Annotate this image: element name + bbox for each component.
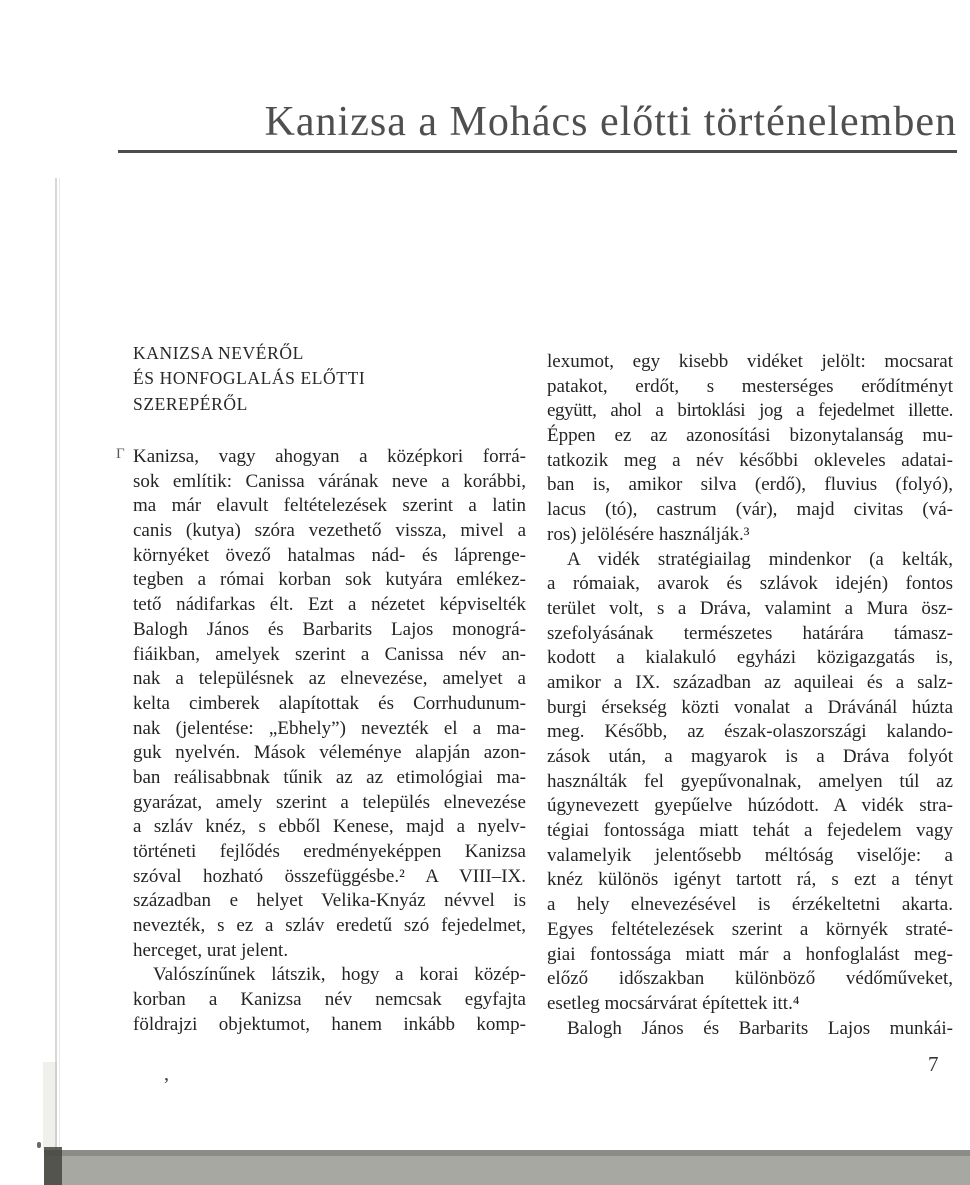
page-edge-line: [55, 178, 57, 1150]
text-line: meg. Később, az észak-olaszországi kalando-: [547, 721, 953, 743]
text-line: guk nyelvén. Mások véleménye alapján azon-: [133, 742, 526, 764]
text-line: Balogh János és Barbarits Lajos monográ-: [133, 618, 526, 640]
text-line: nak a településnek az elnevezése, amelyet a: [133, 668, 526, 690]
page-title: Kanizsa a Mohács előtti történelemben: [264, 99, 957, 145]
text-line: gyarázat, amely szerint a település elnevezése: [133, 791, 526, 813]
text-line: Valószínűnek látszik, hogy a korai közép-: [153, 964, 526, 986]
text-line: együtt, ahol a birtoklási jog a fejedelmet illette.: [547, 400, 953, 422]
title-underline-rule: [118, 150, 957, 153]
text-line: történeti fejlődés eredményeképpen Kanizsa: [133, 841, 526, 862]
page-edge-strip: [43, 1062, 57, 1150]
bottom-scan-bar-blotch: [44, 1147, 62, 1185]
text-column-right: [547, 350, 953, 1041]
page-number: 7: [928, 1052, 939, 1076]
text-line: tatkozik meg a név későbbi okleveles adatai-: [547, 449, 953, 471]
text-line: környéket övező hatalmas nád- és láprenge-: [133, 544, 526, 566]
stray-apostrophe-mark: ’: [163, 1074, 170, 1096]
text-line: Éppen ez az azonosítási bizonytalanság mu-: [547, 425, 953, 447]
text-line: tégiai fontossága miatt tehát a fejedelem vagy: [547, 820, 953, 842]
text-line: ma már elavult feltételezések szerint a latin: [133, 495, 526, 517]
text-line: szefolyásának természetes határára támasz-: [547, 622, 953, 644]
text-line: lexumot, egy kisebb vidéket jelölt: mocsarat: [547, 351, 953, 372]
text-line: Kanizsa, vagy ahogyan a középkori forrá-: [133, 446, 526, 467]
text-line: patakot, erdőt, s mesterséges erődítményt: [547, 375, 953, 397]
text-line: esetleg mocsárvárat építettek itt.⁴: [547, 992, 800, 1014]
text-line: lacus (tó), castrum (vár), majd civitas (vá-: [547, 499, 953, 521]
section-heading-line: SZEREPÉRŐL: [133, 393, 248, 414]
marginal-editor-mark: Γ: [116, 446, 125, 462]
text-line: terület volt, s a Dráva, valamint a Mura ösz-: [547, 597, 953, 619]
text-column-left: [133, 445, 526, 1038]
text-line: szóval hozható összefüggésbe.² A VIII–IX.: [133, 865, 526, 887]
text-line: herceget, urat jelent.: [133, 939, 289, 961]
text-line: kodott a kialakuló egyházi közigazgatás is,: [547, 647, 953, 669]
paragraph: [547, 350, 953, 548]
text-line: korban a Kanizsa név nemcsak egyfajta: [133, 989, 526, 1011]
text-line: használták fel gyepűvonalnak, amelyen túl az: [547, 770, 953, 792]
text-line: Balogh János és Barbarits Lajos munkái-: [567, 1017, 953, 1039]
page-edge-line-faint: [59, 178, 60, 1150]
text-line: amikor a IX. században az aquileai és a salz-: [547, 671, 953, 693]
section-heading-line: KANIZSA NEVÉRŐL: [133, 343, 304, 363]
text-line: canis (kutya) szóra vezethető vissza, mivel a: [133, 520, 526, 542]
text-line: A vidék stratégiailag mindenkor (a kelták,: [567, 548, 953, 570]
paragraph: [547, 1017, 953, 1042]
text-line: a hely elnevezésével is érzékeltetni akarta.: [547, 894, 953, 916]
text-line: tető nádifarkas élt. Ezt a nézetet képviselték: [133, 594, 526, 616]
text-line: nak (jelentése: „Ebhely”) nevezték el a ma-: [133, 717, 526, 739]
text-line: században e helyet Velika-Knyáz névvel is: [133, 890, 526, 912]
text-line: burgi érsekség közti vonalat a Drávánál húzta: [547, 696, 953, 718]
text-line: knéz különös igényt tartott rá, s ezt a tényt: [547, 869, 953, 891]
text-line: úgynevezett gyepűelve húzódott. A vidék stra-: [547, 795, 953, 817]
text-line: előző időszakban különböző védőműveket,: [547, 968, 953, 990]
paragraph: [547, 548, 953, 1017]
text-line: tegben a római korban sok kutyára emlékez-: [133, 569, 526, 591]
paragraph: [133, 963, 526, 1037]
text-line: valamelyik jelentősebb méltóság viselője: a: [547, 844, 953, 866]
text-line: fiáikban, amelyek szerint a Canissa név an-: [133, 643, 526, 665]
text-line: a szláv knéz, s ebből Kenese, majd a nyelv-: [133, 816, 526, 838]
text-line: ros) jelölésére használják.³: [547, 523, 750, 545]
text-line: kelta cimberek alapítottak és Corrhudunum-: [133, 692, 526, 714]
text-line: Egyes feltételezések szerint a környék straté-: [547, 918, 953, 940]
text-line: a rómaiak, avarok és szlávok idején) fontos: [547, 573, 953, 595]
scan-speck: [37, 1142, 41, 1148]
text-line: nevezték, s ez a szláv eredetű szó fejedelmet,: [133, 915, 526, 937]
bottom-scan-bar: [44, 1150, 970, 1185]
text-line: ban is, amikor silva (erdő), fluvius (folyó),: [547, 474, 953, 496]
section-heading: [133, 341, 533, 417]
text-line: sok említik: Canissa várának neve a korábbi,: [133, 470, 526, 492]
text-line: giai fontossága miatt már a honfoglalást meg-: [547, 943, 953, 965]
text-line: földrajzi objektumot, hanem inkább komp-: [133, 1013, 526, 1035]
paragraph: [133, 445, 526, 963]
text-line: zások után, a magyarok is a Dráva folyót: [547, 746, 953, 767]
section-heading-line: ÉS HONFOGLALÁS ELŐTTI: [133, 368, 366, 389]
text-line: ban reálisabbnak tűnik az az etimológiai ma-: [133, 766, 526, 788]
